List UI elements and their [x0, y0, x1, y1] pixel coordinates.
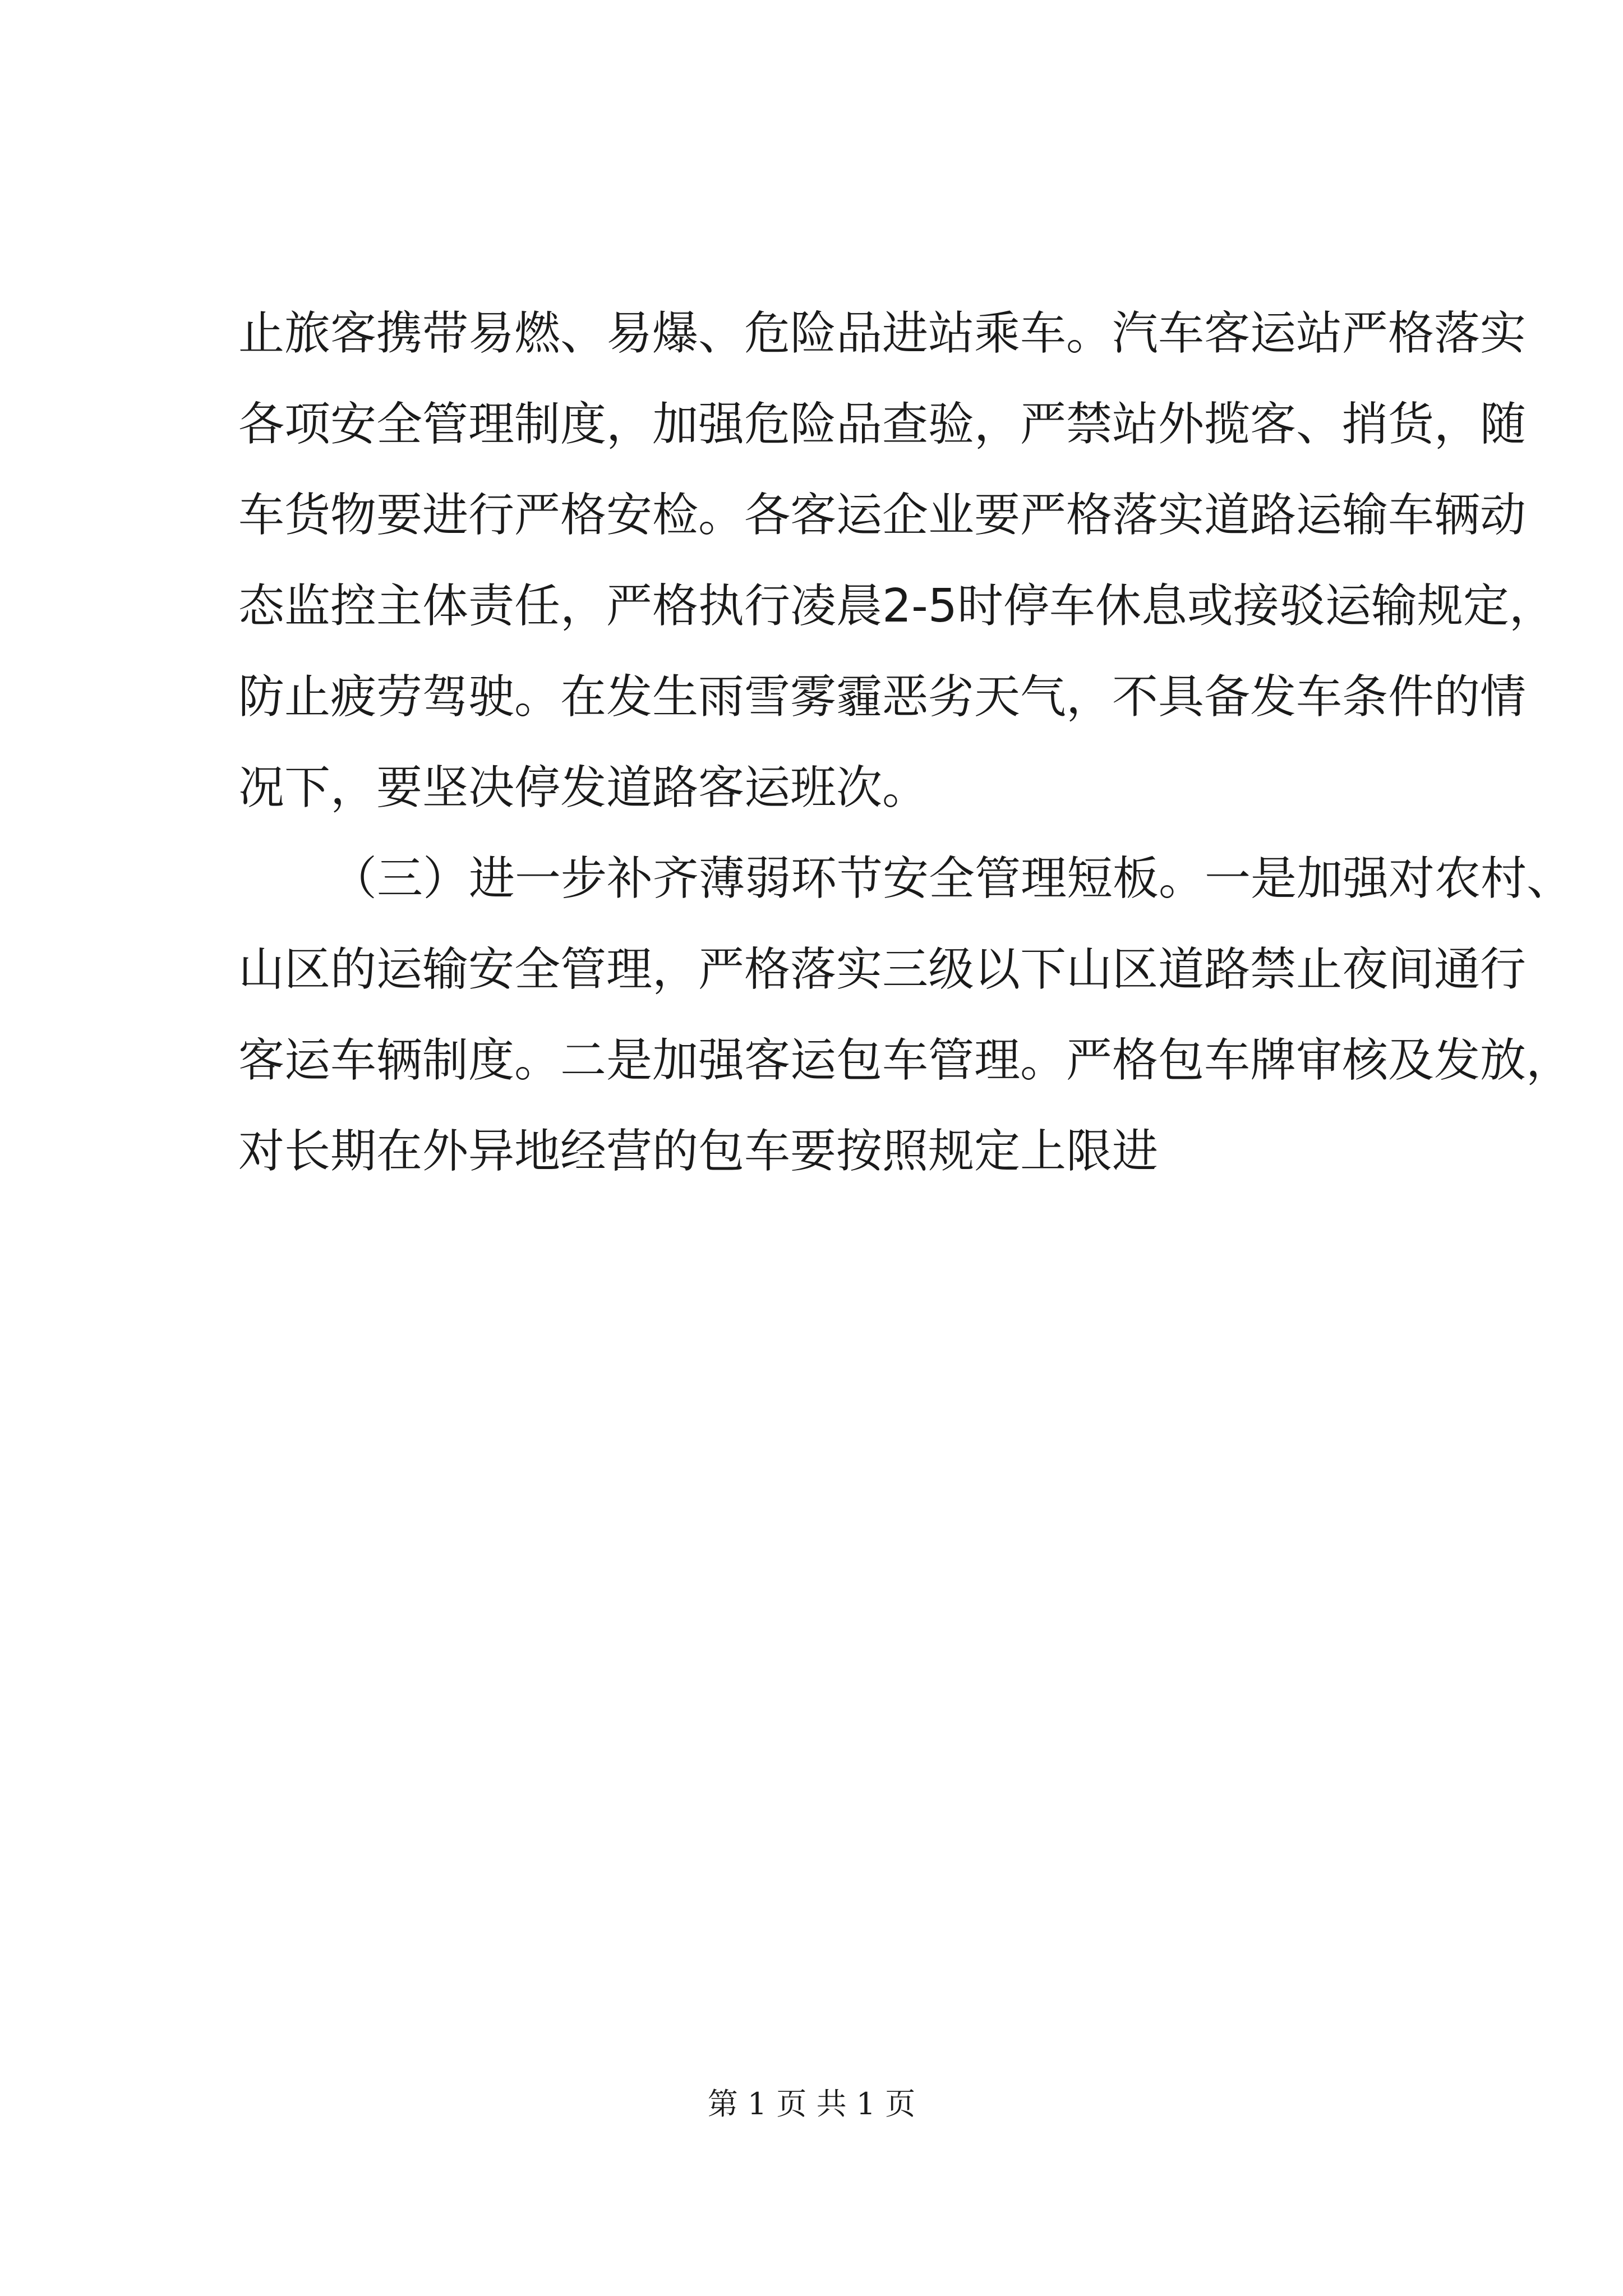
body-text-line: 防止疲劳驾驶。在发生雨雪雾霾恶劣天气，不具备发车条件的情 [238, 670, 1527, 724]
body-text-line: 况下，要坚决停发道路客运班次。 [238, 761, 929, 815]
body-text-line: 态监控主体责任，严格执行凌晨2-5时停车休息或接驳运输规定， [238, 579, 1555, 633]
page-number-footer: 第 1 页 共 1 页 [707, 2086, 916, 2122]
body-text-line: 对长期在外异地经营的包车要按照规定上限进 [238, 1125, 1159, 1178]
body-text-line: 各项安全管理制度，加强危险品查验，严禁站外揽客、捎货，随 [238, 398, 1527, 451]
body-text-line: 车货物要进行严格安检。各客运企业要严格落实道路运输车辆动 [238, 489, 1527, 542]
body-text-line: 止旅客携带易燃、易爆、危险品进站乘车。汽车客运站严格落实 [238, 307, 1527, 360]
section-heading-line: （三）进一步补齐薄弱环节安全管理短板。一是加强对农村、 [331, 852, 1573, 905]
body-text-line: 客运车辆制度。二是加强客运包车管理。严格包车牌审核及发放， [238, 1034, 1573, 1087]
body-text-line: 山区的运输安全管理，严格落实三级以下山区道路禁止夜间通行 [238, 943, 1527, 996]
